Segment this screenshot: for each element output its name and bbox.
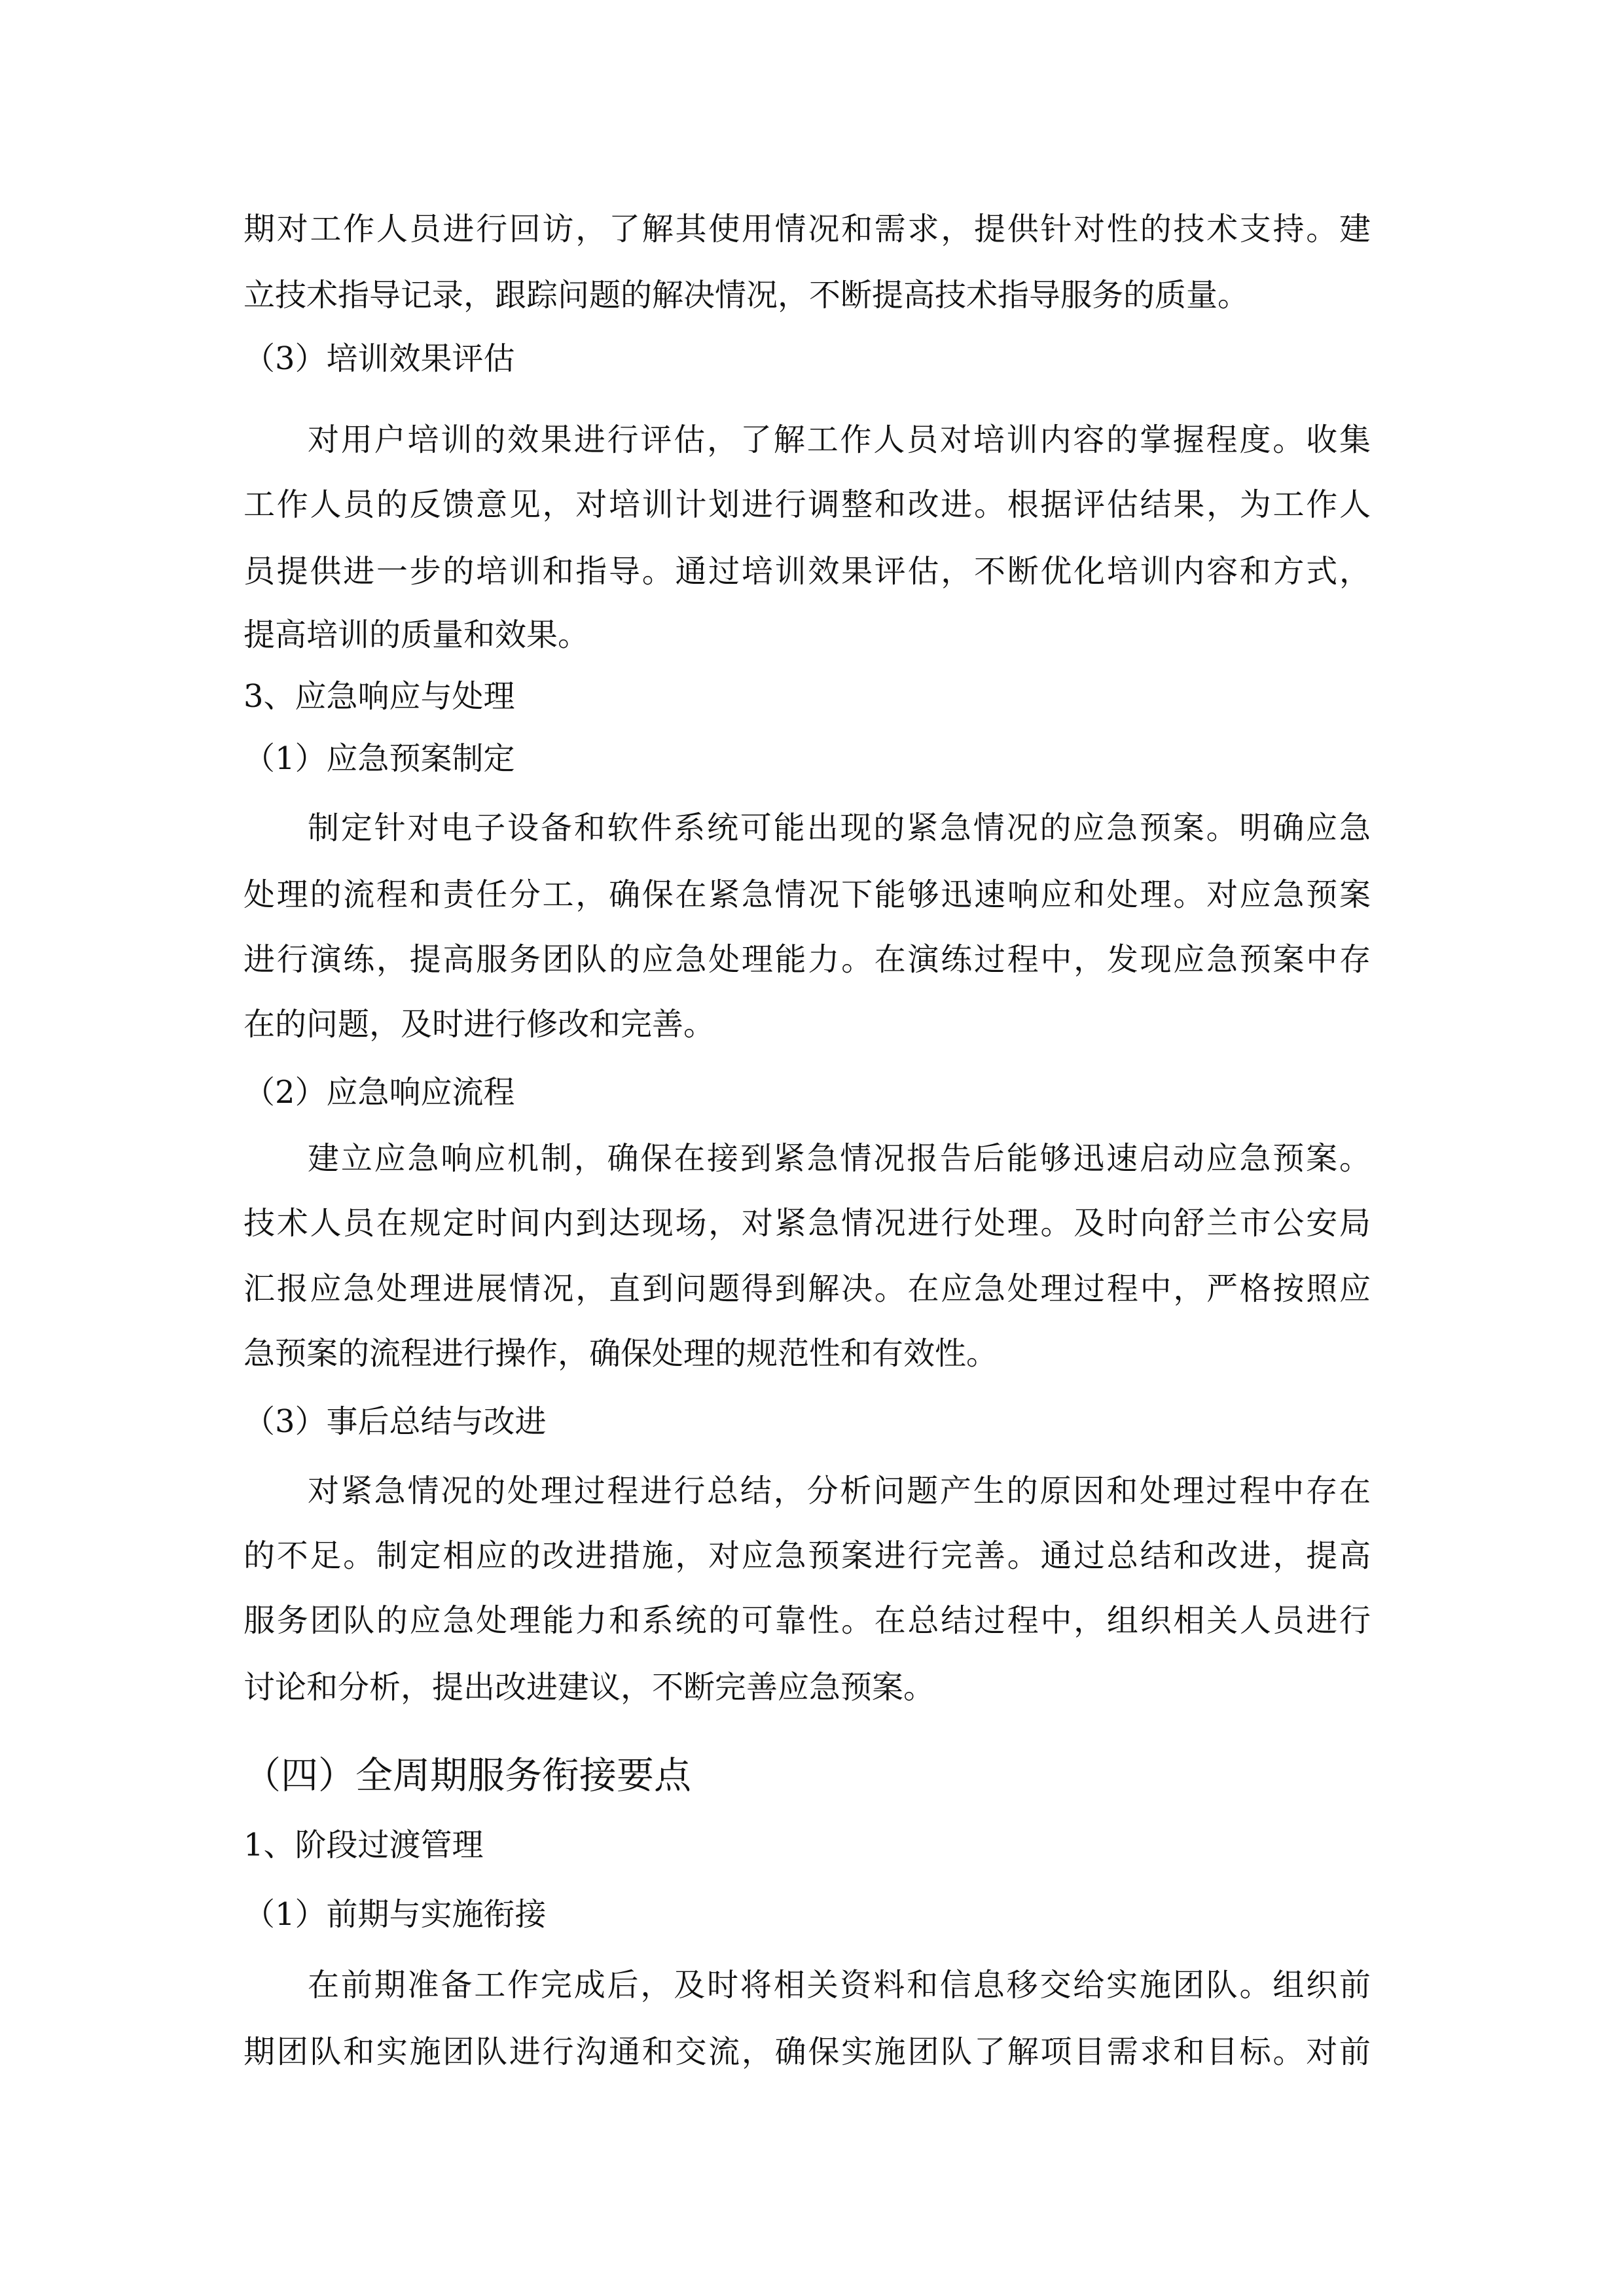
section-heading: 3、应急响应与处理 xyxy=(244,678,515,715)
body-text-line: 服务团队的应急处理能力和系统的可靠性。在总结过程中，组织相关人员进行 xyxy=(244,1602,1371,1639)
body-text-line: 期对工作人员进行回访，了解其使用情况和需求，提供针对性的技术支持。建 xyxy=(244,211,1371,247)
body-text-line: 工作人员的反馈意见，对培训计划进行调整和改进。根据评估结果，为工作人 xyxy=(244,486,1371,523)
subheading: （1）前期与实施衔接 xyxy=(244,1896,547,1933)
body-text-line: 制定针对电子设备和软件系统可能出现的紧急情况的应急预案。明确应急 xyxy=(308,810,1371,846)
subheading: （3）事后总结与改进 xyxy=(244,1403,547,1440)
body-text-line: 立技术指导记录，跟踪问题的解决情况，不断提高技术指导服务的质量。 xyxy=(244,277,1250,314)
body-text-line: 汇报应急处理进展情况，直到问题得到解决。在应急处理过程中，严格按照应 xyxy=(244,1270,1371,1307)
body-text-line: 处理的流程和责任分工，确保在紧急情况下能够迅速响应和处理。对应急预案 xyxy=(244,876,1371,913)
subheading: （3）培训效果评估 xyxy=(244,340,515,377)
subheading: （2）应急响应流程 xyxy=(244,1074,515,1111)
body-text-line: 的不足。制定相应的改进措施，对应急预案进行完善。通过总结和改进，提高 xyxy=(244,1537,1371,1574)
body-text-line: 在前期准备工作完成后，及时将相关资料和信息移交给实施团队。组织前 xyxy=(308,1967,1371,2003)
body-text-line: 讨论和分析，提出改进建议，不断完善应急预案。 xyxy=(244,1669,935,1706)
body-text-line: 对用户培训的效果进行评估，了解工作人员对培训内容的掌握程度。收集 xyxy=(308,422,1371,458)
body-text-line: 期团队和实施团队进行沟通和交流，确保实施团队了解项目需求和目标。对前 xyxy=(244,2034,1371,2070)
body-text-line: 技术人员在规定时间内到达现场，对紧急情况进行处理。及时向舒兰市公安局 xyxy=(244,1205,1371,1242)
body-text-line: 在的问题，及时进行修改和完善。 xyxy=(244,1006,715,1043)
section-heading: 1、阶段过渡管理 xyxy=(244,1827,484,1863)
body-text-line: 提高培训的质量和效果。 xyxy=(244,617,590,653)
body-text-line: 建立应急响应机制，确保在接到紧急情况报告后能够迅速启动应急预案。 xyxy=(308,1140,1371,1177)
subheading: （1）应急预案制定 xyxy=(244,740,515,777)
chapter-heading: （四）全周期服务衔接要点 xyxy=(244,1754,691,1797)
body-text-line: 对紧急情况的处理过程进行总结，分析问题产生的原因和处理过程中存在 xyxy=(308,1473,1371,1509)
body-text-line: 进行演练，提高服务团队的应急处理能力。在演练过程中，发现应急预案中存 xyxy=(244,941,1371,978)
body-text-line: 员提供进一步的培训和指导。通过培训效果评估，不断优化培训内容和方式， xyxy=(244,553,1371,590)
body-text-line: 急预案的流程进行操作，确保处理的规范性和有效性。 xyxy=(244,1335,998,1372)
